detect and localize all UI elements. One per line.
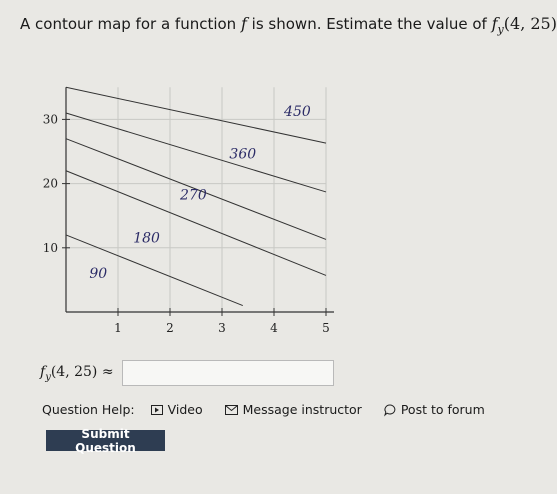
contour-label: 180 — [133, 230, 160, 247]
envelope-icon — [225, 405, 238, 415]
answer-label: $f_y(4$, 25) ≈ — [40, 363, 114, 383]
y-tick-label: 10 — [42, 240, 58, 255]
video-link[interactable] — [151, 402, 203, 417]
contour-label: 90 — [89, 265, 108, 282]
x-tick-label: 2 — [166, 321, 174, 335]
speech-bubble-icon — [384, 404, 396, 416]
contour-label: 360 — [229, 146, 257, 163]
message-instructor-link[interactable] — [225, 402, 362, 417]
question-middle: is shown. Estimate the value of — [251, 15, 487, 33]
contour-label: 450 — [284, 104, 311, 121]
contour-line — [66, 113, 326, 192]
video-link-label: Video — [167, 402, 203, 417]
question-prefix: A contour map for a function — [20, 15, 237, 33]
video-icon — [151, 405, 163, 415]
x-tick-label: 4 — [270, 321, 278, 335]
y-tick-label: 30 — [42, 112, 58, 127]
post-to-forum-label: Post to forum — [400, 402, 485, 417]
message-instructor-label: Message instructor — [242, 402, 362, 417]
submit-question-button[interactable]: Submit Question — [46, 430, 165, 451]
question-help-label: Question Help: — [42, 402, 135, 417]
question-help — [42, 402, 507, 417]
post-to-forum-link[interactable] — [384, 402, 485, 417]
y-tick-label: 20 — [42, 176, 58, 191]
function-symbol: f — [240, 14, 247, 33]
question-expression: $f_y(4$, 25) — [491, 14, 557, 37]
contour-line — [66, 171, 326, 276]
x-tick-label: 5 — [322, 321, 330, 335]
contour-label: 270 — [180, 187, 207, 204]
answer-input[interactable] — [122, 360, 334, 386]
x-tick-label: 3 — [218, 321, 226, 335]
answer-row — [40, 360, 334, 386]
x-tick-label: 1 — [114, 321, 122, 335]
